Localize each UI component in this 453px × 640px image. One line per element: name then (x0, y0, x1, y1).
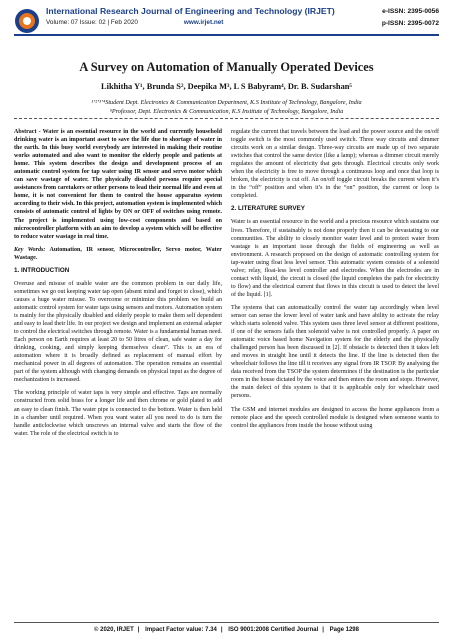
journal-header (0, 0, 453, 40)
irjet-logo-icon (14, 8, 40, 34)
keywords (14, 246, 222, 262)
literature-paragraph-2: The systems that can automatically control the water tap accordingly when level sensor can sense the lower level of water tank and have ability to activate the relay which starts solenoid valve. This system uses three level sensor at different positions, if one of the sensors fails then solenoid valve is not controlled properly. A paper on automatic voice based home Navigation system for the elderly and the physically challenged person has been discussed in [2]. If obstacle is detected then it takes left and moves in straight line until it detects the line. If the line is detected then the wheelchair follows the line till it receives any signal from IR TSOP. By analysing the data received from the TSOP the system determines if the destination is the particular room in the house dictated by the voice and then enters the room and stops. However, the main defect of this system is that it is applicable only for wheelchair used persons. (231, 304, 439, 400)
section-divider (14, 118, 439, 119)
page-footer: © 2020, IRJET | Impact Factor value: 7.34 | ISO 9001:2008 Certified Journal | Page 1298 (94, 627, 359, 633)
author-list: Likhitha Y¹, Brunda S², Deepika M³, L S Babyram⁴, Dr. B. Sudarshan⁵ (101, 82, 352, 91)
paper-title: A Survey on Automation of Manually Operated Devices (79, 60, 374, 74)
journal-website: www.irjet.net (183, 19, 224, 26)
introduction-continuation: regulate the current that travels between the load and the power source and the on/off toggle switch is the most commonly used switch. Three way circuits and dimmer circuits work on a similar design. Three-way circuits are made up of two separate switches that control the same device (like a lamp); whereas a dimmer circuit merely regulates the amount of electricity that gets through. Electrical circuits only work when the electricity is free to move through a continuous loop and once that loop is broken, the electricity is cut off. An on/off toggle circuit breaks the current when it’s in the “off” position and when it’s in the “on” position, the current or loop is completed. (231, 129, 439, 200)
literature-paragraph-3: The GSM and internet modules are designed to access the home appliances from a remote place and the speech controlled module is designed when someone wants to control the appliances from inside the house without using (231, 406, 439, 429)
keywords-label: Key Words: (14, 246, 46, 253)
literature-paragraph-1: Water is an essential resource in the world and a precious resource which sustains our lives. Therefore, if sustainably is not done properly then it can be devastating to our communities. The ability to closely monitor water level and to protect water from wastage is an important issue through the fields of engineering as well as environment. A research proposed on the design of automatic controlling system for tap-water using float less level sensor. This automatic system consists of a solenoid valve; relay, float-less level controller and electrodes. When the electrodes are in contact with liquid, the circuit is closed (the liquid completes the path for electricity to flow) and the electrical current that flows in this circuit is used to detect the level of the liquid. [1]. (231, 219, 439, 298)
affiliation-professor: ⁵Professor, Dept. Electronics & Communication, K.S Institute of Technology, Bangalore, India (109, 108, 344, 115)
introduction-heading: 1. INTRODUCTION (14, 266, 70, 274)
abstract-label: Abstract - (14, 129, 41, 135)
volume-issue: Volume: 07 Issue: 02 | Feb 2020 (46, 19, 138, 26)
footer-divider (14, 622, 439, 623)
keywords-text: Automation, IR sensor, Microcontroller, Servo motor, Water Wastage. (14, 246, 222, 261)
journal-title: International Research Journal of Engineering and Technology (IRJET) (46, 6, 335, 16)
footer-impact-factor: Impact Factor value: 7.34 (145, 627, 217, 633)
affiliation-students: ¹ʼ²ʼ³ʼ⁴Student Dept. Electronics & Communication Department, K.S Institute of Technology, Bangalore, India (91, 99, 362, 106)
footer-copyright: © 2020, IRJET (94, 627, 134, 633)
introduction-paragraph-1: Overuse and misuse of usable water are the common problem in our daily life, sometimes we go out keeping water tap open (absent mind and forget to close), which causes a huge water misuse. To overcome or minimize this problem we build an automatic control system for water taps using sensors and motors. Automation system is mainly for the physically disabled and elderly people to make them self dependent and easy to lead their life. In our project we design and implement an external adapter to control the electrical switches through remote. Water is a fundamental human need. Each person on Earth requires at least 20 to 50 litres of clean, safe water a day for drinking, cooking, and simply keeping themselves clean”. This is an era of automation where it is broadly defined as replacement of manual effort by mechanical power in all degrees of automation. The operation remains an essential part of the system although with changing demands on physical input as the degree of mechanization is increased. (14, 280, 222, 384)
abstract-text: Water is an essential resource in the world and currently household drinking water is an important asset to save the life due to shortage of water in the earth. In this busy world everybody are interested in making their routine works automated and also want to monitor the elderly people and patients at home. This system describes the design and development process of an automatic control system for tap water using IR sensor and servo motor which can save wastage of water. The physically disabled persons require special assistances from caretakers or other persons to lead their normal life and even at home, it is not convenient for them to control the house apparatus system according to their wish. In this project, automation system is implemented which consists of automatic control of lights by ON or OFF of switches using remote. The project is implemented using low-cost components and based on microcontroller platform with an aim to develop a system which will be effective to reduce water wastage in real time. (14, 129, 222, 240)
introduction-paragraph-2: The working principle of water taps is very simple and effective. Taps are normally constructed from solid brass for a longer life and then chrome or gold plated to add an easy to clean finish. The water pipe is connected to the bottom. Water is then held in a chamber until required. When you want water all you need to do is turn the handle anticlockwise which unscrews an internal valve and starts the flow of the water. The role of the electrical switch is to (14, 390, 222, 437)
footer-page-number: Page 1298 (329, 627, 359, 633)
literature-survey-heading: 2. LITERATURE SURVEY (231, 205, 305, 213)
header-divider (14, 34, 439, 36)
right-column (231, 128, 439, 435)
abstract (14, 128, 222, 241)
e-issn: e-ISSN: 2395-0056 (382, 8, 439, 15)
left-column (14, 128, 222, 443)
footer-iso: ISO 9001:2008 Certified Journal (228, 627, 319, 633)
p-issn: p-ISSN: 2395-0072 (381, 20, 439, 27)
volume-line (46, 19, 346, 26)
